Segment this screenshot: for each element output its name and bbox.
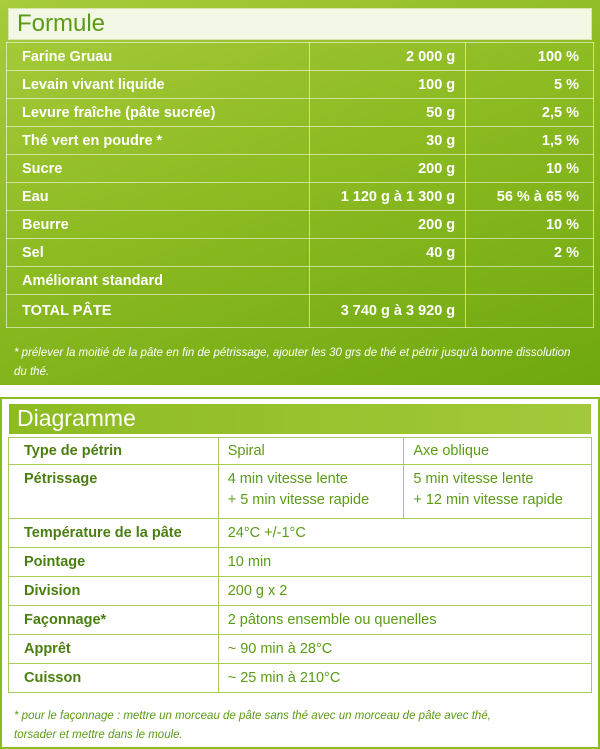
- step-value: 2 pâtons ensemble ou quenelles: [218, 606, 591, 635]
- step-value-spiral: [218, 465, 404, 519]
- ingredient-quantity: 1 120 g à 1 300 g: [310, 183, 466, 211]
- table-row: [7, 267, 594, 295]
- ingredient-percent: 2 %: [466, 239, 594, 267]
- step-value: ~ 25 min à 210°C: [218, 664, 591, 693]
- table-row: [7, 155, 594, 183]
- diagramme-title-bar: [9, 404, 591, 434]
- ingredient-name: Farine Gruau: [7, 43, 310, 71]
- ingredient-percent: 56 % à 65 %: [466, 183, 594, 211]
- table-row: [9, 606, 592, 635]
- ingredient-percent: [466, 267, 594, 295]
- table-row: [7, 99, 594, 127]
- ingredient-name: Eau: [7, 183, 310, 211]
- footnote-line: torsader et mettre dans le moule.: [14, 729, 183, 741]
- formule-title: Formule: [17, 10, 106, 37]
- step-value: 24°C +/-1°C: [218, 519, 591, 548]
- column-axe-oblique: Axe oblique: [404, 438, 592, 465]
- ingredient-name: Thé vert en poudre *: [7, 127, 310, 155]
- ingredient-quantity: 200 g: [310, 155, 466, 183]
- table-row: [7, 211, 594, 239]
- step-value-axe-oblique: [404, 465, 592, 519]
- table-row: [9, 438, 592, 465]
- ingredient-percent: 2,5 %: [466, 99, 594, 127]
- table-row: [7, 183, 594, 211]
- ingredient-name: Levain vivant liquide: [7, 71, 310, 99]
- ingredient-percent: 1,5 %: [466, 127, 594, 155]
- table-row: [9, 635, 592, 664]
- ingredient-quantity: 30 g: [310, 127, 466, 155]
- total-quantity: 3 740 g à 3 920 g: [310, 295, 466, 328]
- ingredient-percent: 5 %: [466, 71, 594, 99]
- step-value-line: 5 min vitesse lente: [413, 471, 534, 487]
- step-value: 10 min: [218, 548, 591, 577]
- table-row: [7, 127, 594, 155]
- formule-footnote: * prélever la moitié de la pâte en fin de pétrissage, ajouter les 30 grs de thé et pétrir jusqu'à bonne dissolution du thé.: [14, 347, 571, 378]
- step-value-line: 4 min vitesse lente: [227, 471, 348, 487]
- column-spiral: Spiral: [218, 438, 404, 465]
- table-row: [9, 548, 592, 577]
- step-label: Type de pétrin: [9, 438, 219, 465]
- ingredient-percent: 100 %: [466, 43, 594, 71]
- ingredient-percent: 10 %: [466, 211, 594, 239]
- ingredient-quantity: [310, 267, 466, 295]
- formule-title-bar: [8, 8, 592, 40]
- total-label: TOTAL PÂTE: [7, 295, 310, 328]
- table-row: [9, 664, 592, 693]
- diagramme-panel: [0, 397, 600, 749]
- footnote-line: * pour le façonnage : mettre un morceau de pâte sans thé avec un morceau de pâte avec thé,: [14, 710, 491, 722]
- table-row: [7, 239, 594, 267]
- ingredient-name: Levure fraîche (pâte sucrée): [7, 99, 310, 127]
- diagramme-footnote: [14, 707, 584, 745]
- step-value-line: + 5 min vitesse rapide: [227, 492, 370, 508]
- ingredient-name: Sucre: [7, 155, 310, 183]
- ingredient-quantity: 40 g: [310, 239, 466, 267]
- table-row: [9, 465, 592, 519]
- step-label: Division: [9, 577, 219, 606]
- step-value-line: + 12 min vitesse rapide: [413, 492, 563, 508]
- ingredient-name: Beurre: [7, 211, 310, 239]
- step-value: 200 g x 2: [218, 577, 591, 606]
- diagramme-title: Diagramme: [17, 405, 136, 431]
- ingredient-quantity: 100 g: [310, 71, 466, 99]
- total-row: [7, 295, 594, 328]
- ingredient-quantity: 2 000 g: [310, 43, 466, 71]
- diagramme-table: [8, 437, 592, 693]
- table-row: [7, 43, 594, 71]
- ingredient-quantity: 50 g: [310, 99, 466, 127]
- table-row: [9, 519, 592, 548]
- formule-table: [6, 42, 594, 328]
- step-label: Apprêt: [9, 635, 219, 664]
- ingredient-quantity: 200 g: [310, 211, 466, 239]
- ingredient-percent: 10 %: [466, 155, 594, 183]
- table-row: [9, 577, 592, 606]
- ingredient-name: Améliorant standard: [7, 267, 310, 295]
- step-value: ~ 90 min à 28°C: [218, 635, 591, 664]
- ingredient-name: Sel: [7, 239, 310, 267]
- step-label: Température de la pâte: [9, 519, 219, 548]
- step-label: Cuisson: [9, 664, 219, 693]
- step-label: Pétrissage: [9, 465, 219, 519]
- table-row: [7, 71, 594, 99]
- step-label: Façonnage*: [9, 606, 219, 635]
- step-label: Pointage: [9, 548, 219, 577]
- total-percent: [466, 295, 594, 328]
